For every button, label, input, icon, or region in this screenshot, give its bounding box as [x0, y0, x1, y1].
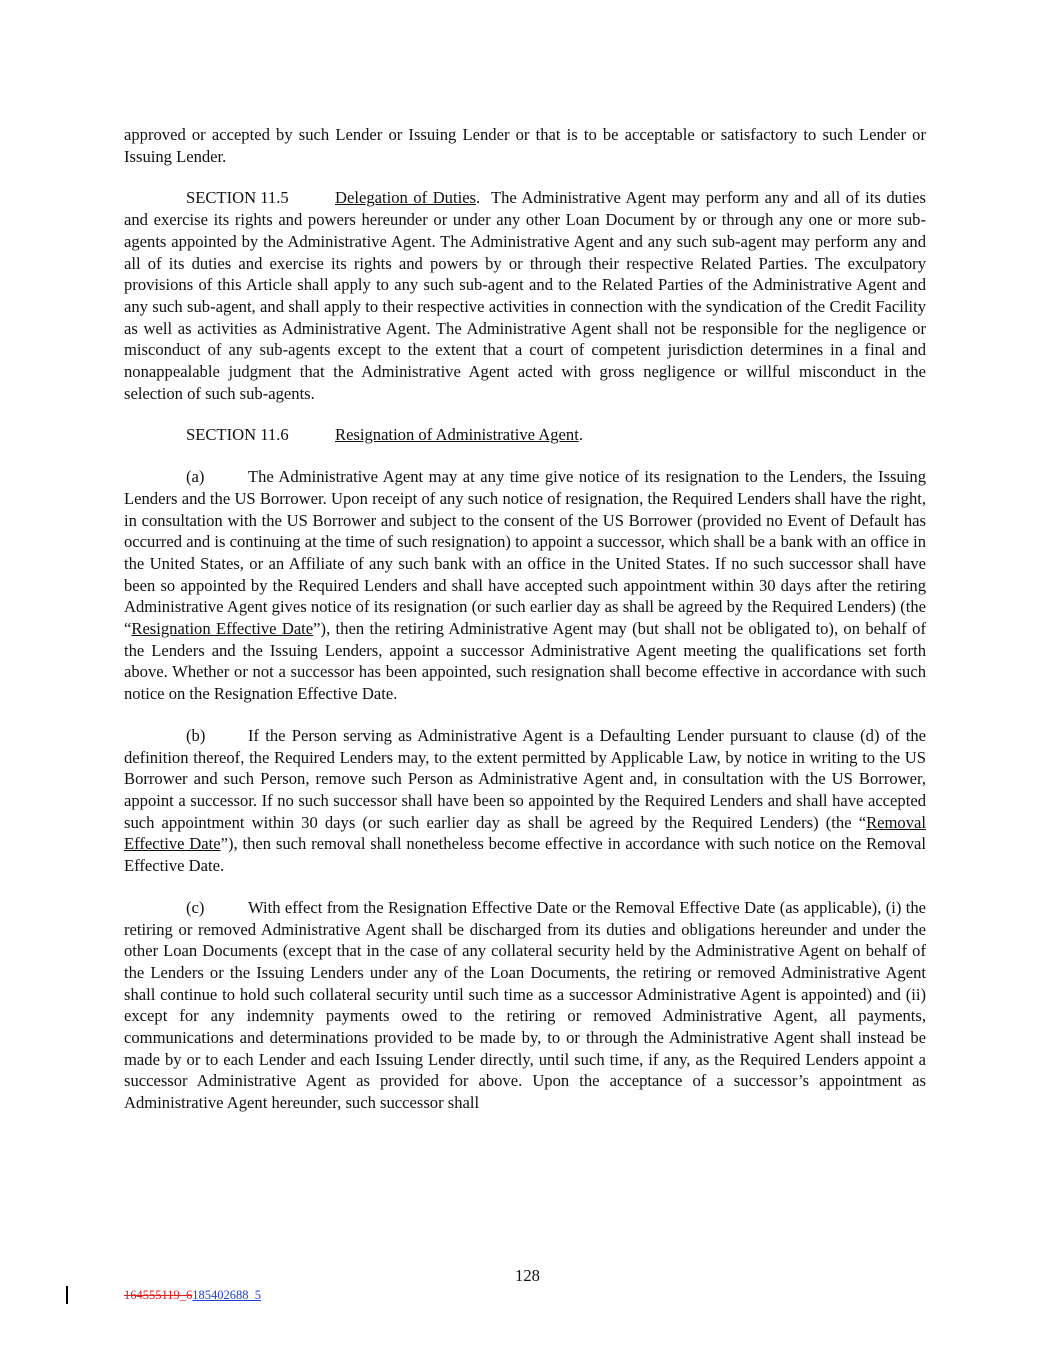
docid-inserted: 185402688_5 — [192, 1288, 262, 1302]
section-11-5 — [124, 187, 931, 404]
paragraph-label: (b) — [186, 725, 206, 745]
title-punct: . — [476, 188, 481, 208]
section-body: The Administrative Agent may perform any and all of its duties and exercise its rights and powers hereunder or under any other Loan Document by or through any one or more sub-agents appointed by the Administrative Agent. The Administrative Agent and any such sub-agent may perform any and all of its duties and exercise its rights and powers by or through their respective Related Parties. The exculpatory provisions of this Article shall apply to any such sub-agent and to the Related Parties of the Administrative Agent and any such sub-agent, and shall apply to their respective activities in connection with the syndication of the Credit Facility as well as activities as Administrative Agent. The Administrative Agent shall not be responsible for the negligence or misconduct of any sub-agents except to the extent that a court of competent jurisdiction determines in a final and nonappealable judgment that the Administrative Agent acted with gross negligence or willful misconduct in the selection of such sub-agents. — [124, 188, 931, 403]
paragraph-text: With effect from the Resignation Effective Date or the Removal Effective Date (as applicable), (i) the retiring or removed Administrative Agent shall be discharged from its duties and obligations hereunder and under the other Loan Documents (except that in the case of any collateral security held by the Administrative Agent on behalf of the Lenders or the Issuing Lenders under any of the Loan Documents, the retiring or removed Administrative Agent shall continue to hold such collateral security until such time as a successor Administrative Agent is appointed) and (ii) except for any indemnity payments owed to the retiring or removed Administrative Agent, all payments, communications and determinations provided to be made by, to or through the Administrative Agent shall instead be made by or to each Lender and each Issuing Lender directly, until such time, if any, as the Required Lenders appoint a successor Administrative Agent as provided for above. Upon the acceptance of a successor’s appointment as Administrative Agent hereunder, such successor shall — [124, 897, 926, 1113]
docid-deleted: 164555119_6 — [124, 1288, 193, 1302]
section-11-6 — [124, 424, 926, 446]
section-number: SECTION 11.5 — [186, 188, 289, 208]
title-punct: . — [578, 425, 583, 445]
change-bar — [66, 1286, 68, 1304]
defined-term: Resignation Effective Date — [131, 619, 314, 639]
page-number: 128 — [515, 1266, 540, 1285]
paragraph-text: The Administrative Agent may at any time give notice of its resignation to the Lenders, the Issuing Lenders and the US Borrower. Upon receipt of any such notice of resignation, the Required Lenders shall have the right, in consultation with the US Borrower and subject to the consent of the US Borrower (provided no Event of Default has occurred and is continuing at the time of such resignation) to appoint a successor, which shall be a bank with an office in the United States, or an Affiliate of any such bank with an office in the United States. If no such successor shall have been so appointed by the Required Lenders and shall have accepted such appointment within 30 days after the retiring Administrative Agent gives notice of its resignation (or such earlier day as shall be agreed by the Required Lenders) (the “ — [124, 467, 926, 639]
paragraph-c — [124, 897, 926, 1114]
paragraph-text-cont: ”), then the retiring Administrative Agent may (but shall not be obligated to), on behalf of the Lenders and the Issuing Lenders, appoint a successor Administrative Agent meeting the qualifications set forth above. Whether or not a successor has been appointed, such resignation shall become effective in accordance with such notice on the Resignation Effective Date. — [124, 619, 926, 704]
paragraph-a — [124, 466, 926, 705]
paragraph-b — [124, 725, 926, 877]
paragraph-label: (c) — [186, 897, 205, 917]
section-title: Resignation of Administrative Agent — [335, 425, 579, 445]
document-body — [124, 124, 931, 1114]
paragraph-text: If the Person serving as Administrative Agent is a Defaulting Lender pursuant to clause (d) of the definition thereof, the Required Lenders may, to the extent permitted by Applicable Law, by notice in writing to the US Borrower and such Person, remove such Person as Administrative Agent and, in consultation with the US Borrower, appoint a successor. If no such successor shall have been so appointed by the Required Lenders and shall have accepted such appointment within 30 days (or such earlier day as shall be agreed by the Required Lenders) (the “ — [124, 725, 926, 832]
section-number: SECTION 11.6 — [186, 425, 289, 445]
defined-term: Removal Effective Date — [124, 812, 926, 854]
paragraph-label: (a) — [186, 467, 205, 487]
section-title: Delegation of Duties — [335, 188, 477, 208]
document-id — [124, 1288, 261, 1303]
paragraph-text-cont: ”), then such removal shall nonetheless become effective in accordance with such notice on the Removal Effective Date. — [124, 834, 926, 876]
continuation-paragraph: approved or accepted by such Lender or Issuing Lender or that is to be acceptable or satisfactory to such Lender or Issuing Lender. — [124, 125, 926, 166]
